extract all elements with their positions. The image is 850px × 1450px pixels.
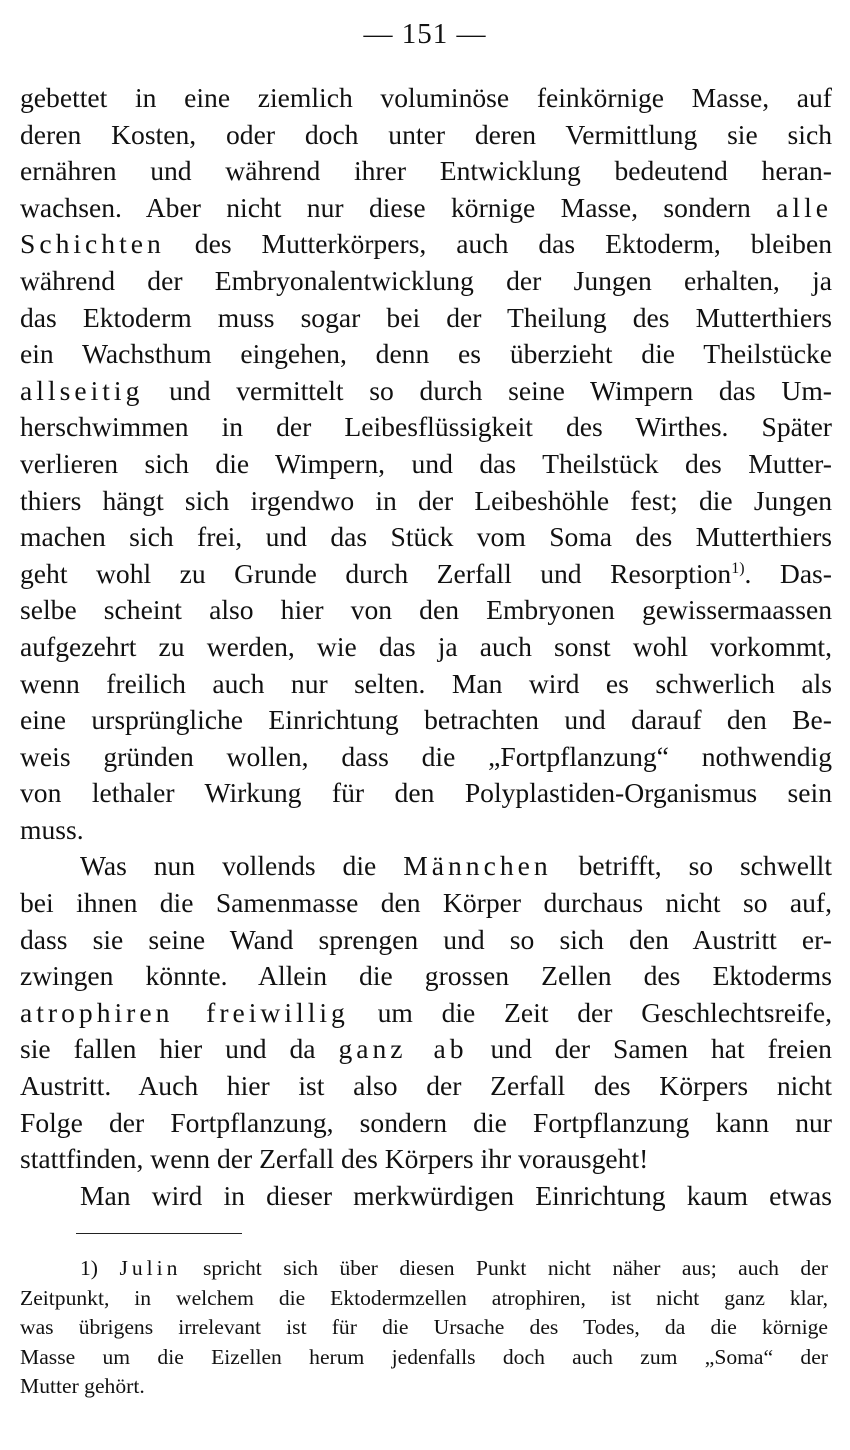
spaced-emphasis: Männchen bbox=[403, 850, 552, 882]
line-text: Folge der Fortpflanzung, sondern die Fortpflanzung kann nur bbox=[20, 1106, 832, 1138]
line-text: von lethaler Wirkung für den Polyplastiden-Organismus sein bbox=[20, 777, 832, 809]
footnote-marker: 1) bbox=[80, 1256, 98, 1280]
text-line bbox=[20, 702, 832, 739]
line-text: ernähren und während ihrer Entwicklung bedeutend heran- bbox=[20, 155, 832, 187]
line-text: verlieren sich die Wimpern, und das Theilstück des Mutter- bbox=[20, 447, 832, 479]
line-text: zwingen könnte. Allein die grossen Zellen des Ektoderms bbox=[20, 960, 832, 992]
spaced-emphasis: allseitig bbox=[20, 374, 144, 406]
text-line bbox=[20, 922, 832, 959]
text-line bbox=[20, 885, 832, 922]
line-text: bei ihnen die Samenmasse den Körper durchaus nicht so auf, bbox=[20, 887, 832, 919]
text-line bbox=[20, 958, 832, 995]
text-line bbox=[20, 409, 832, 446]
footnote-marker: 1) bbox=[731, 559, 745, 577]
line-text: deren Kosten, oder doch unter deren Vermittlung sie sich bbox=[20, 118, 832, 150]
line-text: . Das- bbox=[744, 557, 832, 589]
text-line bbox=[20, 1141, 832, 1178]
spaced-emphasis: ganz ab bbox=[338, 1033, 468, 1065]
text-line bbox=[20, 117, 832, 154]
text-line bbox=[20, 80, 832, 117]
footnote bbox=[20, 1254, 828, 1402]
line-text: während der Embryonalentwicklung der Jungen erhalten, ja bbox=[20, 264, 832, 296]
footnote-line bbox=[20, 1343, 828, 1373]
footnote-line bbox=[20, 1254, 828, 1284]
footnote-line bbox=[20, 1284, 828, 1314]
text-line bbox=[20, 1068, 832, 1105]
line-text: spricht sich über diesen Punkt nicht näher aus; auch der bbox=[202, 1256, 828, 1280]
text-line bbox=[20, 629, 832, 666]
line-text: sie fallen hier und da bbox=[20, 1033, 316, 1065]
line-text: wachsen. Aber nicht nur diese körnige Masse, sondern bbox=[20, 191, 751, 223]
spaced-emphasis: atrophiren freiwillig bbox=[20, 996, 349, 1028]
line-text: gebettet in eine ziemlich voluminöse feinkörnige Masse, auf bbox=[20, 82, 832, 113]
text-line bbox=[20, 995, 832, 1032]
line-text: machen sich frei, und das Stück vom Soma des Mutterthiers bbox=[20, 521, 832, 553]
text-line bbox=[20, 1031, 832, 1068]
line-text: was übrigens irrelevant ist für die Ursache des Todes, da die körnige bbox=[20, 1315, 828, 1340]
line-text: muss. bbox=[20, 813, 84, 845]
text-line bbox=[20, 519, 832, 556]
text-line bbox=[20, 226, 832, 263]
text-line bbox=[20, 1105, 832, 1142]
line-text: Masse um die Eizellen herum jedenfalls doch auch zum „Soma“ der bbox=[20, 1344, 828, 1369]
line-text: betrifft, so schwellt bbox=[578, 850, 833, 882]
text-line bbox=[20, 263, 832, 300]
text-line bbox=[20, 666, 832, 703]
footnote-author: Julin bbox=[119, 1256, 182, 1280]
text-line bbox=[20, 483, 832, 520]
spaced-emphasis: alle bbox=[776, 191, 832, 223]
text-line bbox=[20, 1178, 832, 1215]
page-number: — 151 — bbox=[363, 18, 487, 50]
text-line bbox=[20, 300, 832, 337]
line-text: ein Wachsthum eingehen, denn es überzieht die Theilstücke bbox=[20, 338, 832, 370]
line-text: Zeitpunkt, in welchem die Ektodermzellen atrophiren, ist nicht ganz klar, bbox=[20, 1285, 828, 1310]
text-line bbox=[20, 336, 832, 373]
line-text: aufgezehrt zu werden, wie das ja auch sonst wohl vorkommt, bbox=[20, 630, 832, 662]
line-text: und der Samen hat freien bbox=[490, 1033, 832, 1065]
line-text: dass sie seine Wand sprengen und so sich den Austritt er- bbox=[20, 923, 832, 955]
line-text: das Ektoderm muss sogar bei der Theilung des Mutterthiers bbox=[20, 301, 832, 333]
spaced-emphasis: Schichten bbox=[20, 228, 165, 260]
text-line bbox=[20, 446, 832, 483]
line-text: stattfinden, wenn der Zerfall des Körpers ihr vorausgeht! bbox=[20, 1143, 649, 1175]
line-text: Man wird in dieser merkwürdigen Einrichtung kaum etwas bbox=[80, 1179, 832, 1211]
line-text: um die Zeit der Geschlechtsreife, bbox=[377, 996, 832, 1028]
text-line bbox=[20, 739, 832, 776]
text-line bbox=[20, 373, 832, 410]
main-text bbox=[20, 80, 832, 1214]
line-text: weis gründen wollen, dass die „Fortpflanzung“ nothwendig bbox=[20, 740, 832, 772]
line-text: eine ursprüngliche Einrichtung betrachten und darauf den Be- bbox=[20, 704, 832, 736]
text-line bbox=[20, 153, 832, 190]
footnote-line bbox=[20, 1372, 828, 1402]
text-line bbox=[20, 556, 832, 593]
text-line bbox=[20, 812, 832, 849]
text-line bbox=[20, 775, 832, 812]
line-text: Was nun vollends die bbox=[80, 850, 377, 882]
line-text: des Mutterkörpers, auch das Ektoderm, bleiben bbox=[194, 228, 832, 260]
text-line bbox=[20, 848, 832, 885]
line-text: herschwimmen in der Leibesflüssigkeit des Wirthes. Später bbox=[20, 411, 832, 443]
text-line bbox=[20, 190, 832, 227]
line-text: geht wohl zu Grunde durch Zerfall und Resorption bbox=[20, 557, 732, 589]
line-text: Mutter gehört. bbox=[20, 1374, 145, 1399]
footnote-line bbox=[20, 1313, 828, 1343]
line-text: und vermittelt so durch seine Wimpern das Um- bbox=[169, 374, 832, 406]
line-text: Austritt. Auch hier ist also der Zerfall des Körpers nicht bbox=[20, 1070, 832, 1102]
line-text: wenn freilich auch nur selten. Man wird es schwerlich als bbox=[20, 667, 832, 699]
line-text: thiers hängt sich irgendwo in der Leibeshöhle fest; die Jungen bbox=[20, 484, 832, 516]
footnote-divider bbox=[76, 1233, 242, 1234]
line-text: selbe scheint also hier von den Embryonen gewissermaassen bbox=[20, 594, 832, 626]
text-line bbox=[20, 592, 832, 629]
